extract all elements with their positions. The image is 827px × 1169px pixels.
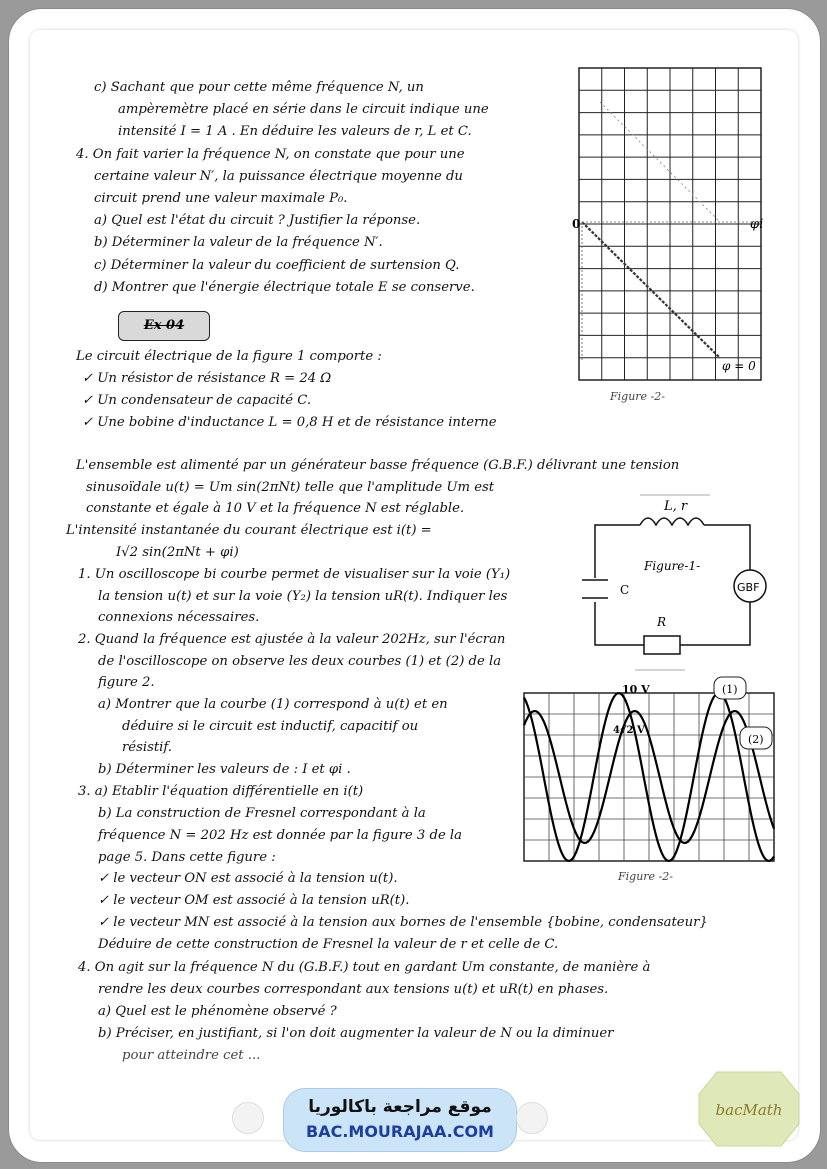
text-line: 4. On fait varier la fréquence N, on constate que pour une <box>76 147 465 162</box>
text-line: a) Montrer que la courbe (1) correspond à u(t) et en <box>98 697 448 712</box>
text-line: connexions nécessaires. <box>98 610 260 625</box>
text-line: pour atteindre cet ... <box>122 1048 261 1063</box>
text-line: 3. a) Etablir l'équation différentielle en i(t) <box>78 784 364 799</box>
text-line: I√2 sin(2πNt + φi) <box>116 545 239 560</box>
label-phi-zero: φ = 0 <box>722 359 756 373</box>
text-line: déduire si le circuit est inductif, capacitif ou <box>122 719 419 734</box>
text-line: page 5. Dans cette figure : <box>98 850 276 865</box>
curve-2-label: (2) <box>748 733 764 746</box>
list-item: ✓ Une bobine d'inductance L = 0,8 H et de résistance interne <box>82 415 497 430</box>
text-line: 2. Quand la fréquence est ajustée à la valeur 202Hz, sur l'écran <box>78 632 506 647</box>
text-line: c) Déterminer la valeur du coefficient de surtension Q. <box>94 258 460 273</box>
label-R: R <box>657 615 667 629</box>
circuit-figure <box>560 470 775 680</box>
resistor-symbol <box>644 636 680 654</box>
text-line: Déduire de cette construction de Fresnel la valeur de r et celle de C. <box>98 937 559 952</box>
text-line: la tension u(t) et sur la voie (Y₂) la tension uR(t). Indiquer les <box>98 589 508 604</box>
text-line: ampèremètre placé en série dans le circuit indique une <box>118 102 489 117</box>
text-line: b) Déterminer la valeur de la fréquence N′. <box>94 235 383 250</box>
exercise-label-box <box>118 311 210 341</box>
vector-line <box>600 102 720 222</box>
list-item: ✓ le vecteur OM est associé à la tension uR(t). <box>98 893 410 908</box>
list-item: ✓ Un condensateur de capacité C. <box>82 393 312 408</box>
coil-symbol <box>640 518 704 525</box>
text-line: d) Montrer que l'énergie électrique totale E se conserve. <box>94 280 475 295</box>
oscilloscope-figure <box>518 675 780 885</box>
figure-caption: Figure -2- <box>618 870 673 883</box>
text-line: sinusoïdale u(t) = Um sin(2πNt) telle que l'amplitude Um est <box>86 480 495 495</box>
site-logo-left <box>232 1102 264 1134</box>
fresnel-figure <box>570 62 770 407</box>
text-line: rendre les deux courbes correspondant aux tensions u(t) et uR(t) en phases. <box>98 982 609 997</box>
text-line: a) Quel est le phénomène observé ? <box>98 1004 337 1019</box>
text-line: c) Sachant que pour cette même fréquence N, un <box>94 80 424 95</box>
label-zero: 0 <box>572 217 581 231</box>
wire <box>595 602 644 645</box>
label-10v: 10 V <box>622 683 650 696</box>
text-line: intensité I = 1 A . En déduire les valeurs de r, L et C. <box>118 124 472 139</box>
figure-caption: Figure -2- <box>610 390 665 403</box>
wire <box>595 525 640 578</box>
vector-line <box>582 222 720 358</box>
label-Lr: L, r <box>664 499 688 514</box>
site-logo-right <box>516 1102 548 1134</box>
bacmath-badge <box>697 1070 801 1148</box>
text-line: circuit prend une valeur maximale P₀. <box>94 191 348 206</box>
list-item: ✓ le vecteur MN est associé à la tension aux bornes de l'ensemble {bobine, condensateur} <box>98 915 708 930</box>
text-line: b) Préciser, en justifiant, si l'on doit augmenter la valeur de N ou la diminuer <box>98 1026 614 1041</box>
text-line: b) La construction de Fresnel correspondant à la <box>98 806 426 821</box>
label-phi-i: φi <box>750 217 764 232</box>
text-line: 4. On agit sur la fréquence N du (G.B.F.) tout en gardant Um constante, de manière à <box>78 960 651 975</box>
exercise-label: Ex 04 <box>143 318 185 333</box>
text-line: figure 2. <box>98 675 155 690</box>
label-figure1: Figure-1- <box>644 559 701 573</box>
text-line: 1. Un oscilloscope bi courbe permet de visualiser sur la voie (Y₁) <box>78 567 511 582</box>
text-line: L'ensemble est alimenté par un générateur basse fréquence (G.B.F.) délivrant une tension <box>76 458 680 473</box>
badge-text: bacMath <box>715 1101 783 1119</box>
text-line: b) Déterminer les valeurs de : I et φi . <box>98 762 351 777</box>
text-line: L'intensité instantanée du courant électrique est i(t) = <box>66 523 432 538</box>
label-C: C <box>620 583 630 597</box>
label-GBF: GBF <box>737 581 760 594</box>
curve-1-label: (1) <box>722 683 738 696</box>
text-line: de l'oscilloscope on observe les deux courbes (1) et (2) de la <box>98 654 502 669</box>
text-line: a) Quel est l'état du circuit ? Justifier la réponse. <box>94 213 421 228</box>
wire <box>704 525 750 570</box>
text-line: résistif. <box>122 740 172 755</box>
text-line: Le circuit électrique de la figure 1 comporte : <box>76 349 382 364</box>
label-4sqrt2v: 4√2 V <box>613 725 645 736</box>
site-banner[interactable] <box>283 1088 517 1152</box>
text-line: constante et égale à 10 V et la fréquence N est réglable. <box>86 501 465 516</box>
text-line: fréquence N = 202 Hz est donnée par la figure 3 de la <box>98 828 463 843</box>
wire <box>680 602 750 645</box>
text-line: certaine valeur N′, la puissance électrique moyenne du <box>94 169 463 184</box>
list-item: ✓ Un résistor de résistance R = 24 Ω <box>82 371 332 386</box>
banner-url: BAC.MOURAJAA.COM <box>306 1122 494 1141</box>
banner-arabic: موقع مراجعة باكالوريا <box>308 1097 492 1117</box>
list-item: ✓ le vecteur ON est associé à la tension u(t). <box>98 871 398 886</box>
